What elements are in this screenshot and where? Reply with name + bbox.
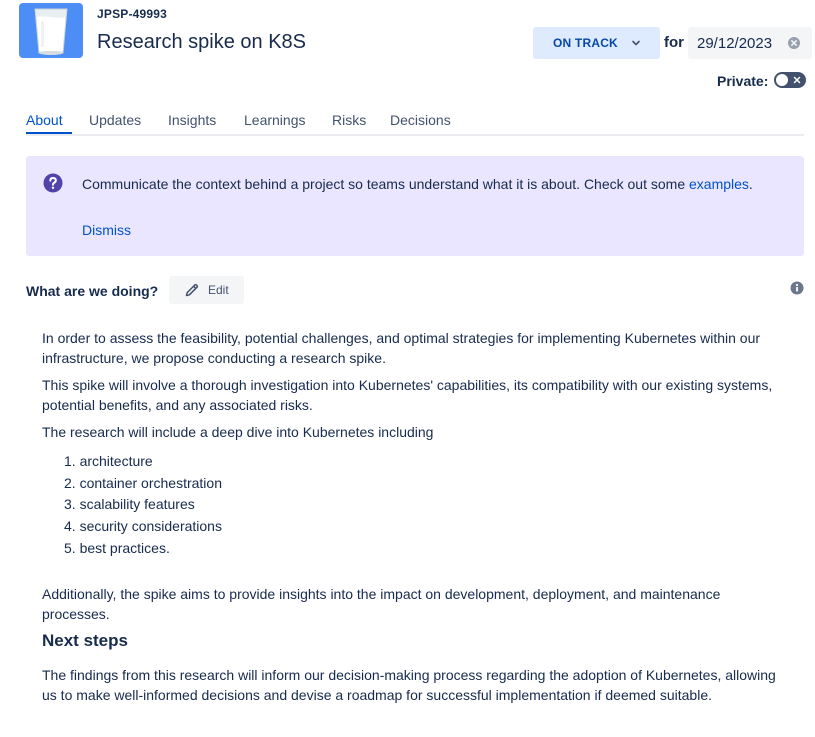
info-banner: [26, 156, 804, 256]
status-dropdown[interactable]: [533, 27, 660, 59]
tab-insights[interactable]: Insights: [168, 112, 217, 128]
pencil-icon: [184, 282, 200, 298]
paragraph: The research will include a deep dive into Kubernetes including: [42, 424, 434, 440]
banner-message: [82, 174, 782, 194]
tab-updates[interactable]: Updates: [89, 112, 142, 128]
list-item: 5. best practices.: [64, 539, 170, 556]
banner-text: Communicate the context behind a project so teams understand what it is about. Check out some: [82, 176, 686, 192]
list-item: 3. scalability features: [64, 496, 195, 513]
milk-glass-icon: [19, 3, 83, 58]
tab-bar: [26, 108, 804, 136]
tab-learnings[interactable]: Learnings: [244, 112, 306, 128]
list-item: 2. container orchestration: [64, 474, 222, 491]
active-tab-indicator: [26, 132, 72, 134]
project-avatar[interactable]: [19, 3, 83, 58]
private-toggle[interactable]: [774, 72, 806, 88]
paragraph: Additionally, the spike aims to provide insights into the impact on development, deployment, and maintenance processes.: [42, 586, 721, 623]
tab-risks[interactable]: Risks: [332, 112, 367, 128]
close-icon: [792, 74, 802, 86]
chevron-down-icon: [630, 37, 642, 49]
examples-link[interactable]: examples: [689, 176, 749, 192]
target-date-value: 29/12/2023: [697, 34, 773, 52]
section-title: What are we doing?: [26, 283, 159, 299]
list-item: 1. architecture: [64, 453, 153, 469]
toggle-knob: [776, 74, 788, 86]
private-label: Private:: [717, 73, 769, 89]
tab-decisions[interactable]: Decisions: [390, 112, 451, 128]
paragraph: The findings from this research will inform our decision-making process regarding the adoption of Kubernetes, allowing us to make well-informed decisions and devise a roadmap for successful implementation if deemed suitable.: [42, 667, 776, 704]
list-item: 4. security considerations: [64, 518, 222, 535]
edit-button[interactable]: [169, 276, 244, 304]
research-topics-list: [42, 451, 782, 559]
banner-suffix: .: [748, 176, 753, 192]
edit-label: Edit: [208, 283, 229, 297]
dismiss-button[interactable]: Dismiss: [82, 222, 131, 238]
clear-icon[interactable]: [787, 36, 801, 50]
status-label: ON TRACK: [553, 36, 618, 50]
paragraph: This spike will involve a thorough investigation into Kubernetes' capabilities, its compatibility with our existing systems, potential benefits, and any associated risks.: [42, 377, 773, 413]
project-header: [0, 0, 815, 100]
project-key: JPSP-49993: [97, 7, 168, 21]
for-label: for: [664, 34, 684, 51]
about-section-header: [26, 276, 804, 304]
info-icon[interactable]: [790, 281, 804, 295]
about-content[interactable]: [42, 328, 782, 712]
target-date-field[interactable]: [688, 27, 812, 59]
question-icon: [43, 173, 63, 193]
page-title[interactable]: Research spike on K8S: [97, 31, 307, 53]
paragraph: In order to assess the feasibility, potential challenges, and optimal strategies for implementing Kubernetes within our infrastructure, we propose conducting a research spike.: [42, 330, 761, 366]
tab-about[interactable]: About: [26, 112, 63, 128]
next-steps-heading: Next steps: [42, 631, 128, 651]
